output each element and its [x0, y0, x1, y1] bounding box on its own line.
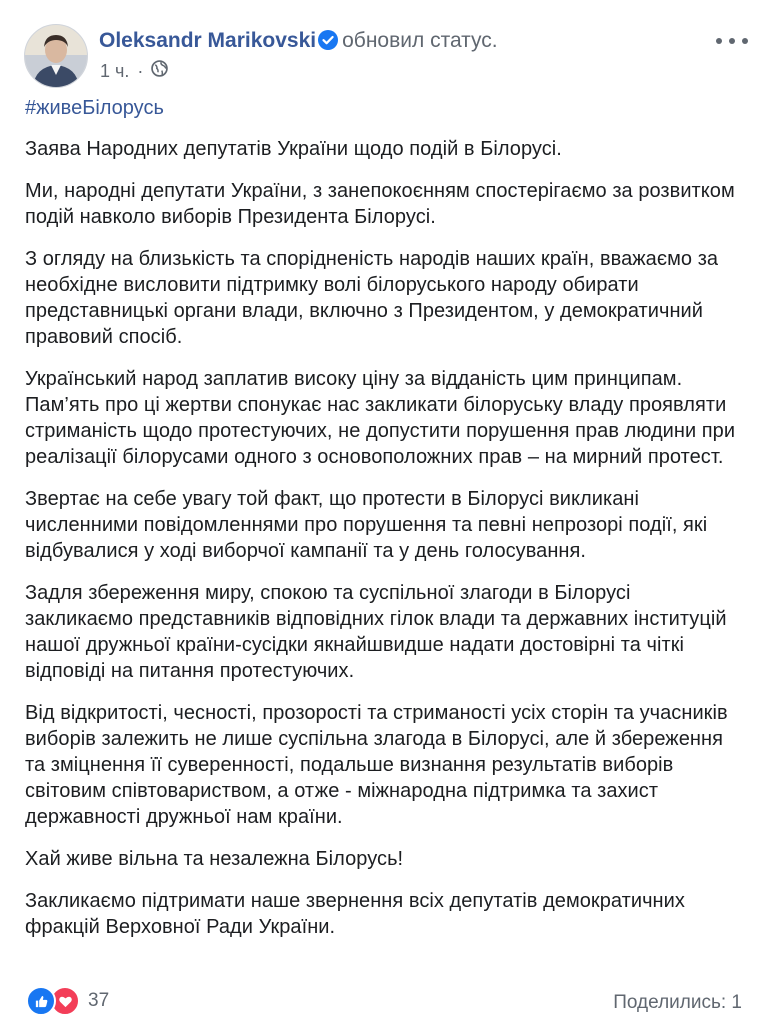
reaction-count[interactable]: 37 [88, 990, 110, 1011]
post-paragraph: Хай живе вільна та незалежна Білорусь! [25, 848, 404, 870]
post-paragraph: Від відкритості, чесності, прозорості та стриманості усіх сторін та учасників виборів залежить не лише суспільна злагода в Білорусі, але й збереження та зміцнення її суверенності, подальше визнання результатів виборів світовим співтовариством, а отже - міжнародна підтримка та захист державності дружньої нам країни. [25, 702, 728, 828]
post-paragraph: Український народ заплатив високу ціну за відданість цим принципам. Пам’ять про ці жертви спонукає нас закликати білоруську владу проявляти стриманість щодо протестуючих, не допустити порушення прав людини при реалізації білорусами одного з основоположних прав – на мирний протест. [25, 368, 736, 468]
post-paragraph: Заява Народних депутатів України щодо подій в Білорусі. [25, 138, 562, 160]
author-line [99, 29, 498, 56]
post-timestamp[interactable]: 1 ч. [100, 60, 130, 81]
post-paragraph: Задля збереження миру, спокою та суспільної злагоди в Білорусі закликаємо представників відповідних гілок влади та державних інституцій нашої дружньої країни-сусідки якнайшвидше надати достовірні та чіткі відповіді на питання протестуючих. [25, 582, 727, 682]
separator-dot: · [137, 60, 144, 81]
share-count[interactable]: Поделились: 1 [613, 992, 742, 1013]
more-options-icon[interactable] [716, 30, 748, 52]
post-paragraph: З огляду на близькість та спорідненість народів наших країн, вважаємо за необхідне висловити підтримку волі білоруського народу обирати представницькі органи влади, включно з Президентом, у демократичний правовий спосіб. [25, 248, 719, 348]
post-paragraph: Звертає на себе увагу той факт, що протести в Білорусі викликані численними повідомленнями про порушення та певні непрозорі події, які відбувалися у ході виборчої кампанії та у день голосування. [25, 488, 708, 562]
avatar-image [25, 25, 87, 87]
post-footer [26, 986, 742, 1016]
post-action-text: обновил статус. [342, 29, 498, 52]
author-name[interactable]: Oleksandr Marikovski [99, 29, 317, 52]
hashtag-link[interactable]: #живеБілорусь [25, 97, 164, 119]
verified-badge-icon [318, 30, 338, 56]
like-icon [26, 986, 56, 1016]
post-paragraph: Закликаємо підтримати наше звернення всіх депутатів демократичних фракцій Верховної Ради України. [25, 890, 685, 938]
post-meta [100, 60, 168, 82]
reactions-summary[interactable] [26, 986, 109, 1016]
post-paragraph: Ми, народні депутати України, з занепокоєнням спостерігаємо за розвитком подій навколо виборів Президента Білорусі. [25, 180, 735, 228]
author-avatar[interactable] [24, 24, 88, 88]
globe-icon[interactable] [151, 60, 168, 82]
post-body [25, 92, 740, 956]
post-header [24, 22, 762, 88]
